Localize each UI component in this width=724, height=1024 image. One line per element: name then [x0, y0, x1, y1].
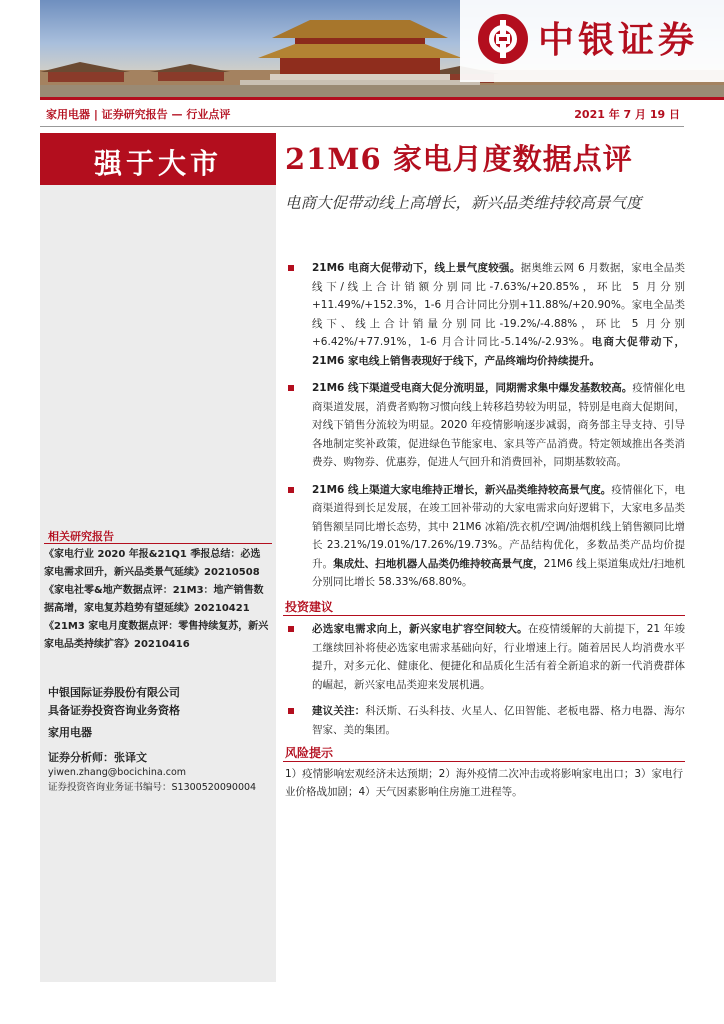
summary-bullet — [285, 379, 685, 472]
bullet-heading: 必选家电需求向上，新兴家电扩容空间较大。 — [312, 623, 528, 635]
related-report-item[interactable]: 《21M3 家电月度数据点评：零售持续复苏，新兴家电品类持续扩容》20210416 — [44, 621, 269, 650]
bullet-text: 据奥维云网 6 月数据，家电全品类线下/线上合计销额分别同比-7.63%/+20.85%，环比 5 月分别+11.49%/+152.3%，1-6 月合计同比分别+11.88%/+20.90%。家电全品类线下、线上合计销量分别同比-19.2%/-4.88%，环比 5 月分别+6.42%/+77.91%，1-6 月合计同比-5.14%/-2.93%。 — [312, 262, 686, 348]
analyst-info — [48, 750, 256, 795]
bullet-heading: 建议关注： — [312, 705, 366, 717]
company-qualification: 具备证券投资咨询业务资格 — [48, 704, 180, 717]
meta-divider — [40, 126, 684, 127]
related-report-item[interactable]: 《家电社零&地产数据点评：21M3：地产销售数据高增，家电复苏趋势有望延续》20210421 — [44, 585, 264, 614]
header-divider — [40, 97, 724, 100]
bullet-marker-icon — [288, 265, 294, 271]
analyst-certificate: 证券投资咨询业务证书编号：S1300520090004 — [48, 782, 257, 793]
related-reports-title: 相关研究报告 — [48, 530, 114, 543]
report-date: 2021 年 7 月 19 日 — [574, 108, 680, 121]
investment-divider — [283, 615, 685, 616]
bullet-text: 科沃斯、石头科技、火星人、亿田智能、老板电器、格力电器、海尔智家、美的集团。 — [312, 705, 686, 736]
bullet-marker-icon — [288, 708, 294, 714]
report-meta-row — [40, 104, 684, 124]
bullet-heading: 21M6 线上渠道大家电维持正增长，新兴品类维持较高景气度。 — [312, 483, 612, 496]
company-name: 中银国际证券股份有限公司 — [48, 686, 180, 699]
related-reports-divider — [44, 543, 272, 544]
investment-bullet — [285, 620, 685, 694]
brand-logo-text: 中银证券 — [538, 19, 699, 61]
bullet-marker-icon — [288, 626, 294, 632]
risk-text: 1）疫情影响宏观经济未达预期；2）海外疫情二次冲击或将影响家电出口；3）家电行业价格战加剧；4）天气因素影响住房施工进程等。 — [285, 768, 684, 798]
bullet-conclusion: 电商大促带动下，21M6 家电线上销售表现好于线下，产品终端均价持续提升。 — [312, 336, 686, 367]
risk-title: 风险提示 — [285, 746, 334, 760]
bullet-heading: 21M6 线下渠道受电商大促分流明显，同期需求集中爆发基数较高。 — [312, 382, 633, 394]
summary-bullet — [285, 481, 685, 592]
sector-label: 家用电器 — [48, 726, 92, 739]
bullet-text: 21M6 线上渠道集成灶/扫地机分别同比增长 58.33%/68.80%。 — [312, 557, 686, 588]
boc-logo-icon — [478, 14, 528, 64]
related-report-item[interactable]: 《家电行业 2020 年报&21Q1 季报总结：必选家电需求回升，新兴品类景气延续》20210508 — [44, 549, 261, 578]
risk-divider — [283, 761, 685, 762]
rating-label: 强于大市 — [93, 147, 222, 180]
bullet-text: 疫情催化电商渠道发展，消费者购物习惯向线上转移趋势较为明显，特别是电商大促期间，对线下销售分流较为明显。2020 年疫情影响逐步减弱，商务部主导支持、引导各地制定奖补政策，促进绿色节能家电、家具等产品消费。特定领域推出各类消费券、购物券、优惠券，促进人气回升和消费回补，同期基数较高。 — [312, 382, 685, 468]
company-info — [48, 684, 180, 720]
bullet-conclusion: 集成灶、扫地机器人品类仍维持较高景气度， — [333, 557, 544, 570]
report-subtitle: 电商大促带动线上高增长，新兴品类维持较高景气度 — [285, 194, 642, 212]
bullet-marker-icon — [288, 487, 294, 493]
related-reports-list — [44, 546, 270, 654]
analyst-email[interactable]: yiwen.zhang@bocichina.com — [48, 767, 187, 778]
investment-title: 投资建议 — [285, 600, 334, 614]
investment-bullets — [285, 620, 685, 739]
report-title: 21M6 家电月度数据点评 — [285, 142, 633, 176]
bullet-text: 在疫情缓解的大前提下，21 年竣工继续回补将使必选家电需求基础向好，行业增速上行。随着居民人均消费水平提升，对多元化、健康化、便捷化和品质化生活有着全新追求的新一代消费群体的崛起，新兴家电品类迎来发展机遇。 — [312, 623, 685, 691]
report-category: 家用电器 | 证券研究报告 — 行业点评 — [46, 108, 231, 121]
bullet-marker-icon — [288, 385, 294, 391]
bullet-heading: 21M6 电商大促带动下，线上景气度较强。 — [312, 262, 521, 274]
bullet-text: 疫情催化下，电商渠道得到长足发展，在竣工回补带动的大家电需求向好逻辑下，大家电多品类销售额呈同比增长态势，其中 21M6 冰箱/洗衣机/空调/油烟机线上销售额同比增长 23.21%/19.01%/17.26%/19.73%。产品结构优化，多数品类产品均价提升。 — [312, 483, 685, 570]
investment-bullet — [285, 702, 685, 739]
analyst-name: 证券分析师：张译文 — [48, 751, 147, 764]
rating-badge — [40, 133, 276, 185]
summary-bullet — [285, 259, 685, 370]
summary-bullets — [285, 259, 685, 592]
